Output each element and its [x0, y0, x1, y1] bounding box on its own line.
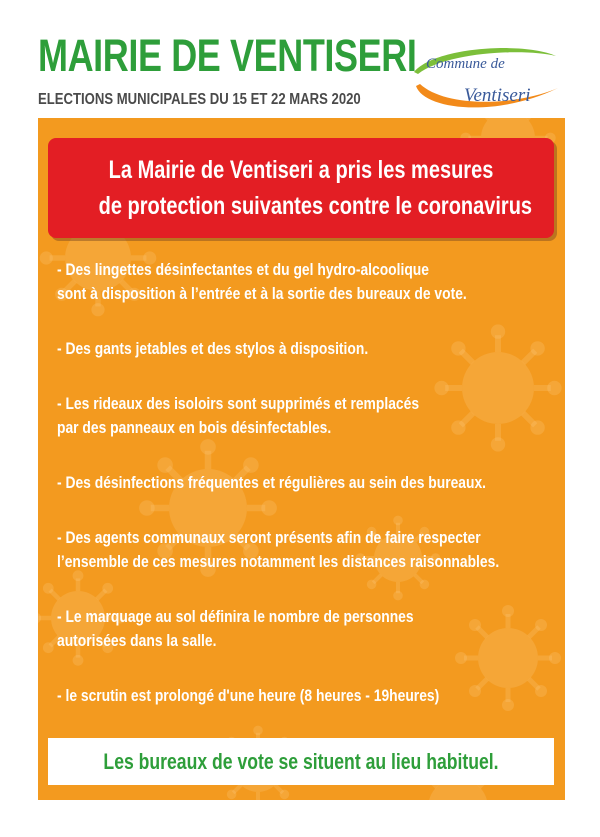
banner-line-1: La Mairie de Ventiseri a pris les mesures: [108, 156, 494, 184]
page-subtitle: ELECTIONS MUNICIPALES DU 15 ET 22 MARS 2020: [38, 91, 361, 108]
measure-item: - Les rideaux des isoloirs sont supprimés et remplacés par des panneaux en bois désinfectables.: [57, 395, 420, 437]
measure-item: - Le marquage au sol définira le nombre de personnes autorisées dans la salle.: [57, 608, 414, 650]
footer-note: Les bureaux de vote se situent au lieu habituel.: [103, 749, 499, 774]
measure-item: - Des gants jetables et des stylos à disposition.: [57, 340, 369, 358]
measure-item: - Des lingettes désinfectantes et du gel hydro-alcoolique sont à disposition à l’entrée et à la sortie des bureaux de vote.: [57, 261, 467, 303]
measures-panel: [38, 118, 565, 800]
measure-item: - le scrutin est prolongé d'une heure (8 heures - 19heures): [57, 687, 440, 705]
measures-list: [57, 258, 557, 739]
logo-text-commune: Commune de: [426, 56, 505, 72]
footer-note-box: [48, 738, 554, 785]
commune-logo: [406, 42, 564, 116]
page-title: MAIRIE DE VENTISERI: [38, 30, 417, 81]
headline-banner: [48, 138, 554, 238]
measure-item: - Des agents communaux seront présents afin de faire respecter l’ensemble de ces mesures notamment les distances raisonnables.: [57, 529, 500, 571]
measure-item: - Des désinfections fréquentes et régulières au sein des bureaux.: [57, 474, 487, 492]
banner-line-2: de protection suivantes contre le coronavirus: [98, 192, 533, 220]
logo-text-ventiseri: Ventiseri: [464, 85, 531, 106]
